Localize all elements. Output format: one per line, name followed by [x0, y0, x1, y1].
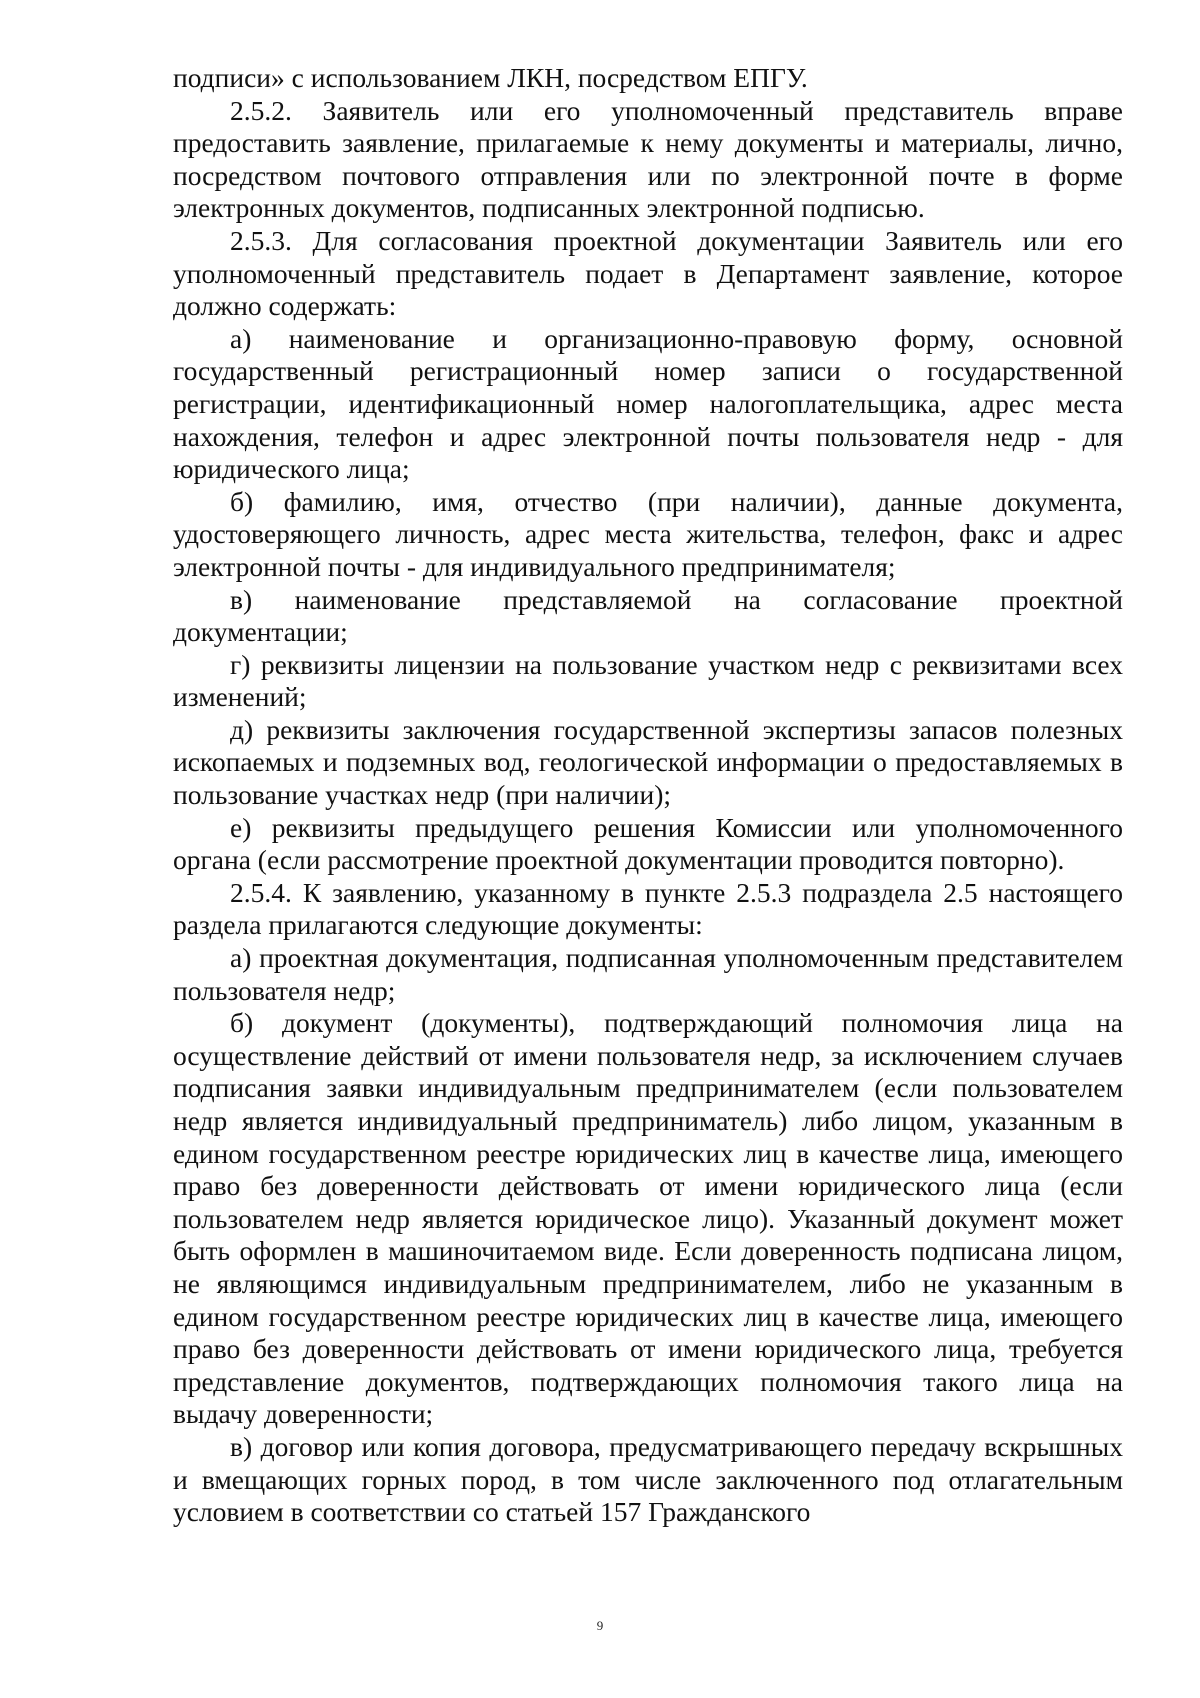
list-item-e: е) реквизиты предыдущего решения Комиссии или уполномоченного органа (если рассмотрение проектной документации проводится повторно). [173, 811, 1123, 876]
paragraph-2-5-2: 2.5.2. Заявитель или его уполномоченный представитель вправе предоставить заявление, прилагаемые к нему документы и материалы, лично, посредством почтового отправления или по электронной почте в форме электронных документов, подписанных электронной подписью. [173, 94, 1123, 224]
page-number: 9 [596, 1618, 604, 1633]
paragraph-2-5-3: 2.5.3. Для согласования проектной документации Заявитель или его уполномоченный представитель подает в Департамент заявление, которое должно содержать: [173, 224, 1123, 322]
paragraph-continuation: подписи» с использованием ЛКН, посредством ЕПГУ. [173, 62, 808, 93]
list-item-g: г) реквизиты лицензии на пользование участком недр с реквизитами всех изменений; [173, 648, 1123, 713]
paragraph-2-5-4: 2.5.4. К заявлению, указанному в пункте 2.5.3 подраздела 2.5 настоящего раздела прилагаются следующие документы: [173, 876, 1123, 941]
list-item-b-2: б) документ (документы), подтверждающий полномочия лица на осуществление действий от имени пользователя недр, за исключением случаев подписания заявки индивидуальным предпринимателем (если пользователем недр является индивидуальный предприниматель) либо лицом, указанным в едином государственном реестре юридических лиц в качестве лица, имеющего право без доверенности действовать от имени юридического лица (если пользователем недр является юридическое лицо). Указанный документ может быть оформлен в машиночитаемом виде. Если доверенность подписана лицом, не являющимся индивидуальным предпринимателем, либо не указанным в едином государственном реестре юридических лиц в качестве лица, имеющего право без доверенности действовать от имени юридического лица, требуется представление документов, подтверждающих полномочия такого лица на выдачу доверенности; [173, 1007, 1123, 1430]
list-item-v: в) наименование представляемой на согласование проектной документации; [173, 583, 1123, 648]
list-item-b: б) фамилию, имя, отчество (при наличии), данные документа, удостоверяющего личность, адрес места жительства, телефон, факс и адрес электронной почты - для индивидуального предпринимателя; [173, 485, 1123, 582]
list-item-a-2: а) проектная документация, подписанная уполномоченным представителем пользователя недр; [173, 942, 1123, 1006]
list-item-v-2: в) договор или копия договора, предусматривающего передачу вскрышных и вмещающих горных пород, в том числе заключенного под отлагательным условием в соответствии со статьей 157 Гражданского [173, 1430, 1123, 1528]
list-item-d: д) реквизиты заключения государственной экспертизы запасов полезных ископаемых и подземных вод, геологической информации о предоставляемых в пользование участках недр (при наличии); [173, 713, 1123, 811]
document-body [173, 62, 1123, 1529]
list-item-a: а) наименование и организационно-правовую форму, основной государственный регистрационный номер записи о государственной регистрации, идентификационный номер налогоплательщика, адрес места нахождения, телефон и адрес электронной почты пользователя недр - для юридического лица; [173, 322, 1123, 485]
